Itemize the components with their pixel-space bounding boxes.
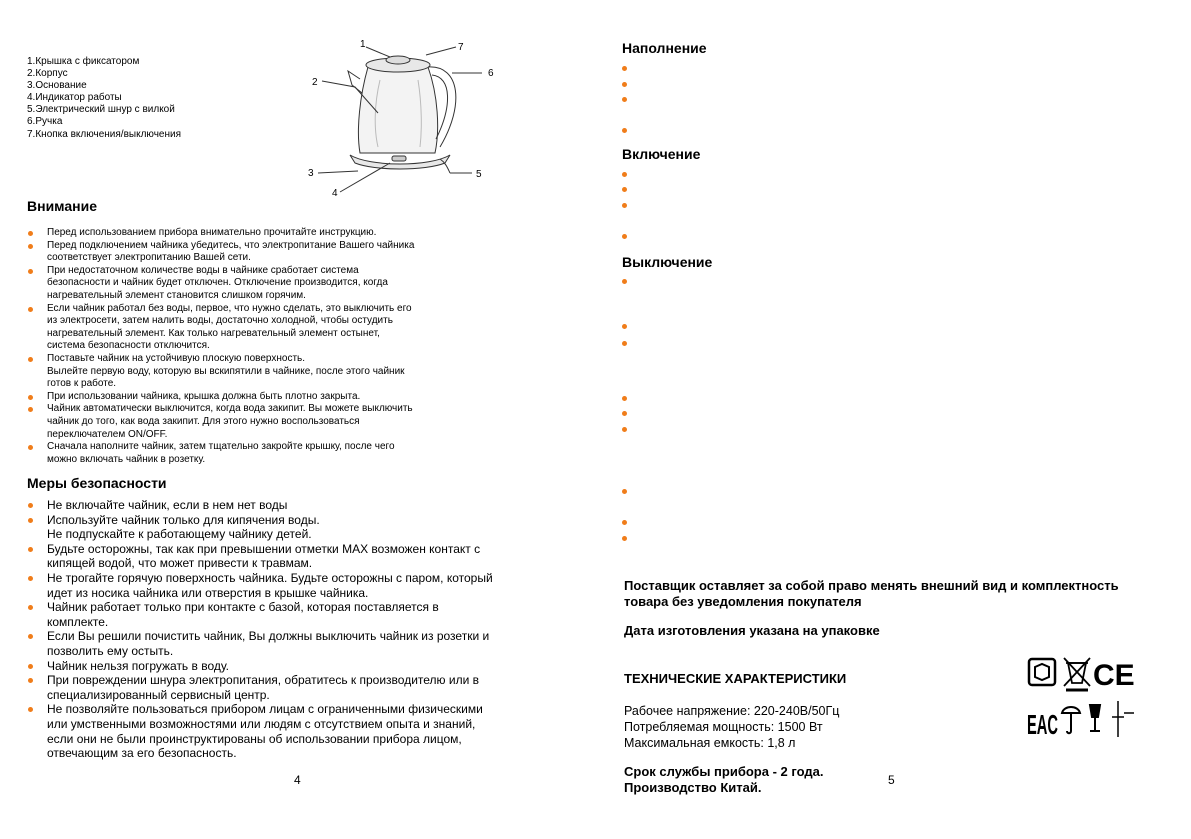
parts-item: 3.Основание [27,80,87,92]
bullet-continuation: готов к работе. [47,378,117,390]
supplier-notice-line2: товара без уведомления покупателя [624,594,862,609]
bullet-item: Поставьте чайник на устойчивую плоскую поверхность. [27,353,497,366]
parts-list [27,56,181,141]
bullet-continuation: система безопасности отключится. [47,340,210,352]
tech-specs [624,703,839,751]
bullet-continuation: кипящей водой, что может привести к травмам. [47,556,313,571]
bullet-continuation: Не подпускайте к работающему чайнику детей. [47,527,312,542]
bullet [622,536,627,541]
bullet-continuation: переключателем ON/OFF. [47,428,168,440]
bullet-item: Не включайте чайник, если в нем нет воды [27,498,547,513]
bullet-continuation: чайник до того, как вода закипит. Для этого нужно воспользоваться [47,415,360,427]
temperature-range-icon [1112,701,1134,737]
ce-mark: CE [1093,659,1135,692]
parts-item: 4.Индикатор работы [27,92,122,104]
parts-item: 1.Крышка с фиксатором [27,56,140,67]
bullet-continuation: комплекте. [47,614,109,629]
tech-specs-heading: ТЕХНИЧЕСКИЕ ХАРАКТЕРИСТИКИ [624,671,847,686]
certification-marks [1026,655,1146,740]
crossed-bin-icon [1064,658,1090,690]
bullet-item: Чайник нельзя погружать в воду. [27,659,547,674]
parts-item: 2.Корпус [27,68,68,80]
bullet [622,82,627,87]
bullet-continuation: отвечающим за его безопасность. [47,746,237,761]
bullet-item: Чайник автоматически выключится, когда вода закипит. Вы можете выключить [27,403,497,416]
diagram-label-7: 7 [458,42,464,53]
bullet [622,427,627,432]
bullet-continuation: нагревательный элемент становится слишком горячим. [47,289,306,301]
power-on-heading: Включение [622,146,701,162]
parts-item: 5.Электрический шнур с вилкой [27,104,175,116]
umbrella-icon [1062,707,1080,733]
bullet-item: Сначала наполните чайник, затем тщательно закройте крышку, после чего [27,441,497,454]
parts-item: 7.Кнопка включения/выключения [27,128,181,140]
bullet [622,66,627,71]
bullet-continuation: можно включать чайник в розетку. [47,453,206,465]
bullet [622,324,627,329]
diagram-label-2: 2 [312,77,318,88]
safety-heading: Меры безопасности [27,475,167,491]
service-life: Срок службы прибора - 2 года. [624,764,824,779]
bullet [622,279,627,284]
bullet-item: Перед использованием прибора внимательно прочитайте инструкцию. [27,227,497,240]
bullet-continuation: безопасности и чайник будет отключен. Отключение производится, когда [47,277,388,289]
bullet-item: При повреждении шнура электропитания, обратитесь к производителю или в [27,673,547,688]
attention-list [27,227,497,466]
bullet-continuation: из электросети, затем налить воды, достаточно холодной, чтобы остудить [47,315,393,327]
manufacture-date-note: Дата изготовления указана на упаковке [624,623,880,638]
bullet-item: При использовании чайника, крышка должна быть плотно закрыта. [27,391,497,404]
bullet [622,411,627,416]
bullet [622,128,627,133]
bullet-continuation: специализированный сервисный центр. [47,687,270,702]
bullet [622,520,627,525]
spec-capacity: Максимальная емкость: 1,8 л [624,736,796,750]
bullet-item: Не позволяйте пользоваться прибором лицам с ограниченными физическими [27,702,547,717]
bullet-item: Не трогайте горячую поверхность чайника. Будьте осторожны с паром, который [27,571,547,586]
bullet [622,396,627,401]
bullet-item: Перед подключением чайника убедитесь, что электропитание Вашего чайника [27,240,497,253]
bullet-item: Если Вы решили почистить чайник, Вы должны выключить чайник из розетки и [27,629,547,644]
bullet-item: Используйте чайник только для кипячения воды. [27,513,547,528]
bullet-continuation: или умственными возможностями или людям с отсутствием опыта и знаний, [47,716,476,731]
page-number-right: 5 [888,773,895,787]
diagram-label-6: 6 [488,68,494,79]
diagram-label-3: 3 [308,168,314,179]
safety-list [27,498,547,761]
bullet [622,97,627,102]
fragile-box-icon [1029,659,1055,685]
bullet [622,341,627,346]
bullet-continuation: позволить ему остыть. [47,643,174,658]
bullet-item: Чайник работает только при контакте с базой, которая поставляется в [27,600,547,615]
diagram-label-4: 4 [332,188,338,199]
diagram-label-5: 5 [476,169,482,180]
filling-heading: Наполнение [622,40,707,56]
bullet-item: При недостаточном количестве воды в чайнике сработает система [27,265,497,278]
bullet [622,234,627,239]
bullet-continuation: соответствует электропитанию Вашей сети. [47,252,251,264]
bullet-item: Будьте осторожны, так как при превышении отметки MAX возможен контакт с [27,542,547,557]
kettle-diagram [300,35,500,200]
bullet-continuation: Вылейте первую воду, которую вы вскипятили в чайнике, после этого чайник [47,365,405,377]
bullet [622,187,627,192]
bullet-continuation: идет из носика чайника или отверстия в крышке чайника. [47,585,369,600]
fragile-glass-icon [1090,705,1100,731]
spec-voltage: Рабочее напряжение: 220-240В/50Гц [624,704,840,718]
bullet [622,172,627,177]
bullet-continuation: если они не были проинструктированы об использовании прибора лицом, [47,731,462,746]
bullet-item: Если чайник работал без воды, первое, что нужно сделать, это выключить его [27,303,497,316]
made-in: Производство Китай. [624,780,762,795]
bullet-continuation: нагревательный элемент. Как только нагревательный элемент остынет, [47,327,380,339]
supplier-notice-line1: Поставщик оставляет за собой право менять внешний вид и комплектность [624,578,1119,593]
diagram-label-1: 1 [360,39,366,50]
page-number-left: 4 [294,773,301,787]
attention-heading: Внимание [27,198,97,214]
spec-power: Потребляемая мощность: 1500 Вт [624,720,823,734]
eac-mark: EAC [1027,709,1058,740]
bullet [622,489,627,494]
bullet [622,203,627,208]
parts-item: 6.Ручка [27,116,63,128]
power-off-heading: Выключение [622,254,713,270]
